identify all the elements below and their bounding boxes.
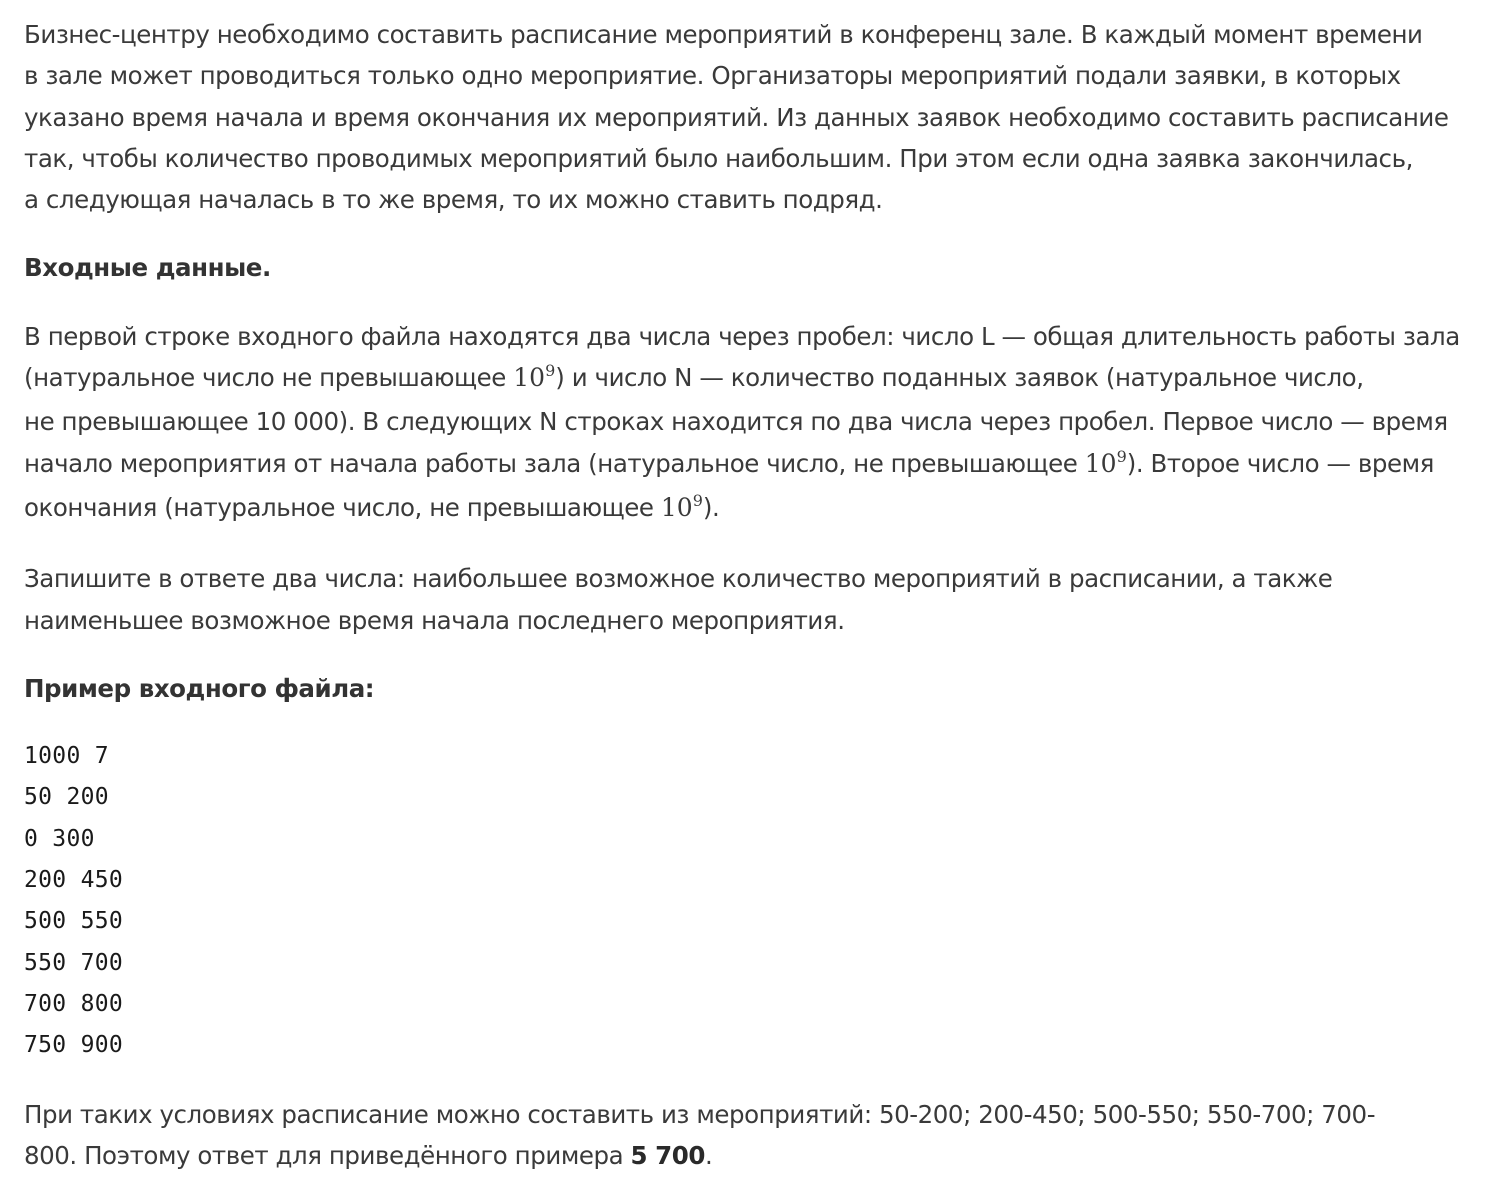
conclusion-line: При таких условиях расписание можно составить из мероприятий: 50-200; 200-450; 500-550; 550-700; 700-	[24, 1099, 1376, 1129]
input-text: окончания (натуральное число, не превышающее	[24, 492, 661, 522]
task-document	[24, 14, 1494, 1203]
conclusion-text: .	[704, 1140, 713, 1170]
power-formula	[1084, 446, 1127, 478]
input-line	[24, 443, 1494, 487]
power-exponent: 9	[1116, 446, 1127, 466]
intro-line: а следующая началась в то же время, то их можно ставить подряд.	[24, 185, 883, 215]
task-line: наименьшее возможное время начала последнего мероприятия.	[24, 605, 845, 635]
example-heading: Пример входного файла:	[24, 673, 375, 703]
input-text: (натуральное число не превышающее	[24, 363, 514, 393]
power-exponent: 9	[545, 361, 556, 381]
input-text: начало мероприятия от начала работы зала (натуральное число, не превышающее	[24, 448, 1085, 478]
code-line: 700 800	[24, 990, 124, 1017]
intro-line: Бизнес-центру необходимо составить расписание мероприятий в конференц зале. В каждый момент времени	[24, 20, 1423, 49]
power-base: 10	[660, 492, 693, 522]
input-text: ). Второе число — время	[1126, 448, 1434, 478]
intro-paragraph	[24, 14, 1494, 220]
input-line	[24, 357, 1494, 401]
conclusion-paragraph	[24, 1094, 1494, 1177]
code-line: 550 700	[24, 949, 124, 976]
power-formula	[513, 363, 555, 392]
power-exponent: 9	[692, 490, 703, 510]
code-line: 0 300	[24, 825, 95, 852]
input-paragraph	[24, 316, 1494, 531]
intro-line: указано время начала и время окончания их мероприятий. Из данных заявок необходимо составить расписание	[24, 102, 1449, 132]
code-line: 1000 7	[24, 743, 109, 770]
intro-line: так, чтобы количество проводимых мероприятий было наибольшим. При этом если одна заявка закончилась,	[24, 143, 1413, 173]
code-line: 50 200	[24, 784, 109, 811]
input-line: не превышающее 10 000). В следующих N строках находится по два числа через пробел. Первое число — время	[24, 407, 1448, 437]
answer-value: 5 700	[630, 1140, 705, 1170]
input-line: В первой строке входного файла находятся два числа через пробел: число L — общая длительность работы зала	[24, 321, 1460, 351]
code-line: 500 550	[24, 908, 124, 935]
code-line: 750 900	[24, 1032, 124, 1059]
task-line: Запишите в ответе два числа: наибольшее возможное количество мероприятий в расписании, а также	[24, 564, 1333, 594]
input-text: ).	[702, 492, 720, 522]
power-formula	[660, 490, 703, 522]
code-line: 200 450	[24, 867, 124, 894]
conclusion-text: 800. Поэтому ответ для приведённого примера	[24, 1140, 631, 1170]
input-text: ) и число N — количество поданных заявок (натуральное число,	[555, 363, 1364, 393]
task-paragraph	[24, 558, 1494, 641]
example-code-block	[24, 736, 1494, 1066]
power-base: 10	[1084, 448, 1117, 478]
conclusion-line	[24, 1135, 1494, 1176]
input-line	[24, 487, 1494, 531]
intro-line: в зале может проводиться только одно мероприятие. Организаторы мероприятий подали заявки, в которых	[24, 61, 1401, 91]
power-base: 10	[513, 363, 546, 393]
input-heading: Входные данные.	[24, 253, 271, 283]
